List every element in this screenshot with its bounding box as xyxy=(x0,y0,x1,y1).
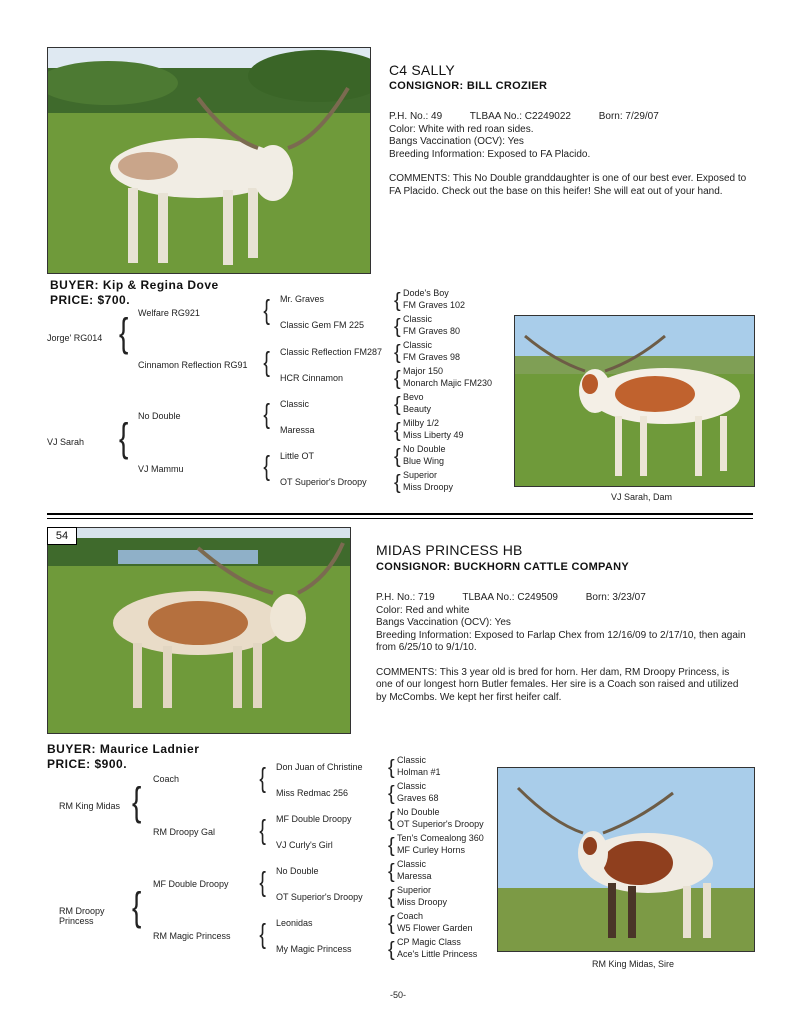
ped-g3: Don Juan of Christine xyxy=(276,762,363,772)
ped-brace: { xyxy=(263,294,270,325)
ped-g3: My Magic Princess xyxy=(276,944,352,954)
ped-g3: OT Superior's Droopy xyxy=(276,892,363,902)
ped-brace: { xyxy=(119,416,129,460)
ped-g4: No Double xyxy=(397,807,440,817)
ped-g3: Little OT xyxy=(280,451,315,461)
ped-brace: { xyxy=(388,913,395,935)
ped-brace: { xyxy=(388,887,395,909)
ped-brace: { xyxy=(119,311,129,355)
ped-g4: Graves 68 xyxy=(397,793,439,803)
lot2-main-photo xyxy=(47,527,351,734)
ped-brace: { xyxy=(394,420,401,442)
ped-g3: VJ Curly's Girl xyxy=(276,840,333,850)
ped-brace: { xyxy=(394,446,401,468)
lot2-comments: COMMENTS: This 3 year old is bred for horn. Her dam, RM Droopy Princess, is one of our longest horn Butler females. Her sire is a Coach son raised and utilized by McCombs. We kept her first heifer calf. xyxy=(376,666,739,703)
lot2-info-line: P.H. No.: 719 TLBAA No.: C249509 Born: 3/23/07 xyxy=(376,592,646,603)
ped-g4: Classic xyxy=(397,859,427,869)
ped-dam-sire: MF Double Droopy xyxy=(153,879,229,889)
lot1-comments: COMMENTS: This No Double granddaughter is one of our best ever. Exposed to FA Placido. Check out the base on this heifer! She will eat out of your hand. xyxy=(389,173,747,197)
ped-g3: Classic Gem FM 225 xyxy=(280,320,365,330)
ped-brace: { xyxy=(394,394,401,416)
ped-g4: Classic xyxy=(403,340,433,350)
ped-g4: Beauty xyxy=(403,404,432,414)
ped-g4: Classic xyxy=(397,781,427,791)
ped-sire-sire: Coach xyxy=(153,774,180,784)
ped-g3: Leonidas xyxy=(276,918,313,928)
ped-brace: { xyxy=(263,398,270,429)
lot2-color: Color: Red and white xyxy=(376,604,470,616)
ped-brace: { xyxy=(394,316,401,338)
ped-g4: Coach xyxy=(397,911,424,921)
ped-g4: Superior xyxy=(403,470,438,480)
section-divider xyxy=(47,513,753,515)
ped-g3: Mr. Graves xyxy=(280,294,325,304)
lot2-title: MIDAS PRINCESS HB xyxy=(376,542,523,558)
ped-dam-dam: RM Magic Princess xyxy=(153,931,231,941)
lot2-consignor: CONSIGNOR: BUCKHORN CATTLE COMPANY xyxy=(376,561,630,573)
ped-brace: { xyxy=(259,866,266,897)
ped-brace: { xyxy=(388,939,395,961)
ped-g4: Milby 1/2 xyxy=(403,418,440,428)
ped-g4: Ten's Comealong 360 xyxy=(397,833,484,843)
lot1-info-block xyxy=(389,111,749,198)
ped-g4: W5 Flower Garden xyxy=(397,923,473,933)
ped-g3: Classic Reflection FM287 xyxy=(280,347,383,357)
lot1-info-line: P.H. No.: 49 TLBAA No.: C2249022 Born: 7/29/07 xyxy=(389,111,659,122)
ped-sire-sire: Welfare RG921 xyxy=(138,308,200,318)
lot2-photo-caption: RM King Midas, Sire xyxy=(592,959,675,969)
ped-g4: Ace's Little Princess xyxy=(397,949,478,959)
ped-g4: Classic xyxy=(403,314,433,324)
ped-brace: { xyxy=(394,342,401,364)
lot2-buyer: BUYER: Maurice Ladnier xyxy=(47,742,200,756)
ped-sire: Jorge' RG014 xyxy=(47,333,103,343)
lot2-breeding: Breeding Information: Exposed to Farlap Chex from 12/16/09 to 2/17/10, then again from 6/25/10 to 9/1/10. xyxy=(376,629,746,653)
ped-sire-dam: Cinnamon Reflection RG91 xyxy=(138,360,248,370)
ped-g4: FM Graves 80 xyxy=(403,326,461,336)
lot1-title: C4 SALLY xyxy=(389,62,455,78)
ped-g4: FM Graves 98 xyxy=(403,352,461,362)
ped-brace: { xyxy=(132,885,142,929)
lot2-sire-photo xyxy=(497,767,755,952)
ped-brace: { xyxy=(132,780,142,824)
ped-brace: { xyxy=(388,835,395,857)
ped-g4: No Double xyxy=(403,444,446,454)
ped-brace: { xyxy=(259,762,266,793)
ped-brace: { xyxy=(259,918,266,949)
lot1-buyer: BUYER: Kip & Regina Dove xyxy=(50,278,219,292)
ped-g4: OT Superior's Droopy xyxy=(397,819,484,829)
ped-dam-dam: VJ Mammu xyxy=(138,464,184,474)
ped-brace: { xyxy=(263,346,270,377)
ped-g4: Blue Wing xyxy=(403,456,445,466)
ped-sire-dam: RM Droopy Gal xyxy=(153,827,216,837)
ped-g4: Major 150 xyxy=(403,366,444,376)
ped-brace: { xyxy=(388,783,395,805)
ped-g3: Miss Redmac 256 xyxy=(276,788,349,798)
page-number: -50- xyxy=(390,990,407,1000)
ped-g4: Holman #1 xyxy=(397,767,441,777)
ped-g3: HCR Cinnamon xyxy=(280,373,344,383)
ped-brace: { xyxy=(388,809,395,831)
ped-dam: RM Droopy Princess xyxy=(59,906,105,926)
ped-dam: VJ Sarah xyxy=(47,437,85,447)
ped-g4: Miss Droopy xyxy=(397,897,448,907)
lot-number-badge: 54 xyxy=(47,527,77,545)
ped-brace: { xyxy=(394,368,401,390)
ped-sire: RM King Midas xyxy=(59,801,121,811)
ped-brace: { xyxy=(263,450,270,481)
ped-g4: Classic xyxy=(397,755,427,765)
lot2-price: PRICE: $900. xyxy=(47,757,128,771)
section-divider xyxy=(47,518,753,519)
lot1-price: PRICE: $700. xyxy=(50,293,131,307)
ped-brace: { xyxy=(394,290,401,312)
ped-brace: { xyxy=(388,861,395,883)
ped-g3: OT Superior's Droopy xyxy=(280,477,367,487)
ped-brace: { xyxy=(394,472,401,494)
ped-g4: Maressa xyxy=(397,871,432,881)
ped-g4: Monarch Majic FM230 xyxy=(403,378,493,388)
ped-g4: Superior xyxy=(397,885,432,895)
lot1-breeding: Breeding Information: Exposed to FA Placido. xyxy=(389,148,591,160)
lot1-consignor: CONSIGNOR: BILL CROZIER xyxy=(389,80,548,92)
lot2-info-block xyxy=(376,592,746,704)
ped-g3: MF Double Droopy xyxy=(276,814,352,824)
ped-g4: Miss Liberty 49 xyxy=(403,430,464,440)
ped-g4: CP Magic Class xyxy=(397,937,461,947)
lot1-photo-caption: VJ Sarah, Dam xyxy=(611,492,673,502)
ped-g4: MF Curley Horns xyxy=(397,845,466,855)
ped-g4: FM Graves 102 xyxy=(403,300,466,310)
ped-g3: Maressa xyxy=(280,425,315,435)
ped-brace: { xyxy=(259,814,266,845)
lot1-main-photo xyxy=(47,47,371,274)
ped-dam-sire: No Double xyxy=(138,411,181,421)
ped-g3: Classic xyxy=(280,399,310,409)
lot1-dam-photo xyxy=(514,315,755,487)
ped-g4: Bevo xyxy=(403,392,424,402)
ped-brace: { xyxy=(388,757,395,779)
ped-g4: Miss Droopy xyxy=(403,482,454,492)
lot2-bangs: Bangs Vaccination (OCV): Yes xyxy=(376,617,511,628)
ped-g4: Dode's Boy xyxy=(403,288,449,298)
lot1-bangs: Bangs Vaccination (OCV): Yes xyxy=(389,136,524,147)
lot1-color: Color: White with red roan sides. xyxy=(389,123,534,135)
ped-g3: No Double xyxy=(276,866,319,876)
